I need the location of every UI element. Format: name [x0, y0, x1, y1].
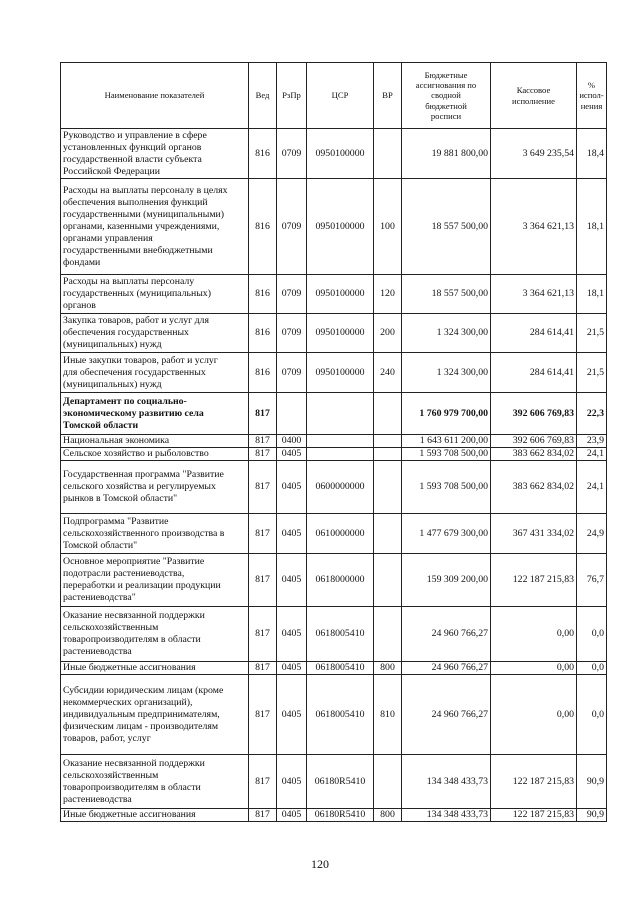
- cell-name: Государственная программа "Развитие сельского хозяйства и регулируемых рынков в Томской области": [61, 461, 249, 514]
- cell-rzpr: 0405: [277, 675, 307, 755]
- cell-ved: 817: [249, 448, 277, 461]
- cell-ved: 817: [249, 607, 277, 662]
- cell-rzpr: 0709: [277, 275, 307, 314]
- table-row: [61, 393, 607, 435]
- cell-cash: 383 662 834,02: [491, 448, 577, 461]
- cell-pct: 23,9: [577, 435, 607, 448]
- header-rzpr: РзПр: [277, 63, 307, 129]
- cell-rzpr: 0405: [277, 448, 307, 461]
- cell-ved: 817: [249, 662, 277, 675]
- cell-vr: [374, 393, 402, 435]
- cell-cash: 0,00: [491, 607, 577, 662]
- cell-cash: 122 187 215,83: [491, 809, 577, 822]
- cell-pct: 24,9: [577, 514, 607, 554]
- cell-pct: 0,0: [577, 662, 607, 675]
- cell-name: Департамент по социально- экономическому развитию села Томской области: [61, 393, 249, 435]
- cell-pct: 90,9: [577, 809, 607, 822]
- table-row: [61, 314, 607, 353]
- cell-rzpr: 0405: [277, 662, 307, 675]
- cell-rzpr: 0709: [277, 353, 307, 393]
- header-cash: Кассовое исполнение: [491, 63, 577, 129]
- cell-pct: 90,9: [577, 755, 607, 809]
- cell-pct: 76,7: [577, 554, 607, 607]
- cell-name: Закупка товаров, работ и услуг для обеспечения государственных (муниципальных) нужд: [61, 314, 249, 353]
- cell-cash: 0,00: [491, 675, 577, 755]
- header-ved: Вед: [249, 63, 277, 129]
- cell-csr: 0618000000: [307, 554, 374, 607]
- cell-budget: 1 324 300,00: [402, 353, 491, 393]
- table-row: [61, 755, 607, 809]
- cell-csr: 0600000000: [307, 461, 374, 514]
- cell-budget: 1 643 611 200,00: [402, 435, 491, 448]
- cell-rzpr: 0709: [277, 179, 307, 275]
- header-row: [61, 63, 607, 129]
- cell-cash: 392 606 769,83: [491, 435, 577, 448]
- cell-budget: 24 960 766,27: [402, 607, 491, 662]
- cell-csr: [307, 435, 374, 448]
- cell-name: Иные бюджетные ассигнования: [61, 662, 249, 675]
- cell-csr: 0950100000: [307, 275, 374, 314]
- cell-budget: 24 960 766,27: [402, 662, 491, 675]
- cell-rzpr: 0405: [277, 809, 307, 822]
- cell-ved: 816: [249, 353, 277, 393]
- cell-vr: 200: [374, 314, 402, 353]
- table-row: [61, 662, 607, 675]
- cell-ved: 816: [249, 179, 277, 275]
- cell-cash: 0,00: [491, 662, 577, 675]
- cell-name: Подпрограмма "Развитие сельскохозяйственного производства в Томской области": [61, 514, 249, 554]
- cell-cash: 3 364 621,13: [491, 275, 577, 314]
- cell-vr: [374, 755, 402, 809]
- cell-vr: [374, 554, 402, 607]
- cell-csr: 0618005410: [307, 675, 374, 755]
- cell-name: Руководство и управление в сфере установленных функций органов государственной власти субъекта Российской Федерации: [61, 129, 249, 179]
- cell-name: Национальная экономика: [61, 435, 249, 448]
- cell-pct: 18,1: [577, 179, 607, 275]
- table-row: [61, 809, 607, 822]
- cell-name: Расходы на выплаты персоналу в целях обеспечения выполнения функций государственными (муниципальными) органами, казенными учреждениями, органами управления государственными внебюджетными фондами: [61, 179, 249, 275]
- table-row: [61, 461, 607, 514]
- table-header: [61, 63, 607, 129]
- cell-rzpr: [277, 393, 307, 435]
- table-row: [61, 514, 607, 554]
- cell-vr: [374, 514, 402, 554]
- cell-name: Иные бюджетные ассигнования: [61, 809, 249, 822]
- cell-ved: 817: [249, 755, 277, 809]
- cell-vr: 800: [374, 809, 402, 822]
- header-name: Наименование показателей: [61, 63, 249, 129]
- cell-budget: 1 477 679 300,00: [402, 514, 491, 554]
- cell-budget: 1 760 979 700,00: [402, 393, 491, 435]
- cell-ved: 817: [249, 435, 277, 448]
- cell-name: Иные закупки товаров, работ и услуг для обеспечения государственных (муниципальных) нужд: [61, 353, 249, 393]
- cell-vr: 800: [374, 662, 402, 675]
- cell-name: Субсидии юридическим лицам (кроме некоммерческих организаций), индивидуальным предпринимателям, физическим лицам - производителям товаров, работ, услуг: [61, 675, 249, 755]
- table-row: [61, 179, 607, 275]
- cell-rzpr: 0405: [277, 554, 307, 607]
- cell-budget: 18 557 500,00: [402, 179, 491, 275]
- cell-csr: 0618005410: [307, 662, 374, 675]
- cell-pct: 18,1: [577, 275, 607, 314]
- cell-csr: 0610000000: [307, 514, 374, 554]
- cell-pct: 21,5: [577, 353, 607, 393]
- cell-cash: 383 662 834,02: [491, 461, 577, 514]
- cell-csr: [307, 393, 374, 435]
- cell-cash: 3 364 621,13: [491, 179, 577, 275]
- cell-ved: 816: [249, 314, 277, 353]
- cell-ved: 817: [249, 675, 277, 755]
- cell-csr: 06180R5410: [307, 755, 374, 809]
- cell-pct: 0,0: [577, 675, 607, 755]
- cell-vr: [374, 448, 402, 461]
- cell-pct: 21,5: [577, 314, 607, 353]
- header-vr: ВР: [374, 63, 402, 129]
- cell-cash: 284 614,41: [491, 353, 577, 393]
- cell-ved: 817: [249, 554, 277, 607]
- cell-pct: 0,0: [577, 607, 607, 662]
- cell-rzpr: 0405: [277, 461, 307, 514]
- cell-rzpr: 0405: [277, 755, 307, 809]
- cell-csr: [307, 448, 374, 461]
- cell-vr: [374, 435, 402, 448]
- cell-budget: 1 324 300,00: [402, 314, 491, 353]
- cell-ved: 816: [249, 129, 277, 179]
- cell-rzpr: 0709: [277, 129, 307, 179]
- cell-name: Основное мероприятие "Развитие подотрасли растениеводства, переработки и реализации продукции растениеводства": [61, 554, 249, 607]
- table-row: [61, 554, 607, 607]
- cell-pct: 22,3: [577, 393, 607, 435]
- cell-csr: 0950100000: [307, 179, 374, 275]
- cell-pct: 24,1: [577, 461, 607, 514]
- table-row: [61, 275, 607, 314]
- cell-vr: 120: [374, 275, 402, 314]
- cell-ved: 817: [249, 393, 277, 435]
- budget-execution-table: [60, 62, 607, 822]
- cell-budget: 159 309 200,00: [402, 554, 491, 607]
- cell-vr: 240: [374, 353, 402, 393]
- cell-csr: 06180R5410: [307, 809, 374, 822]
- cell-rzpr: 0405: [277, 514, 307, 554]
- cell-vr: [374, 461, 402, 514]
- header-budget: Бюджетные ассигнования по сводной бюджетной росписи: [402, 63, 491, 129]
- page-number: 120: [311, 857, 329, 871]
- cell-csr: 0950100000: [307, 314, 374, 353]
- header-csr: ЦСР: [307, 63, 374, 129]
- cell-cash: 122 187 215,83: [491, 554, 577, 607]
- cell-rzpr: 0405: [277, 607, 307, 662]
- cell-cash: 3 649 235,54: [491, 129, 577, 179]
- cell-name: Сельское хозяйство и рыболовство: [61, 448, 249, 461]
- table-row: [61, 353, 607, 393]
- cell-rzpr: 0709: [277, 314, 307, 353]
- cell-budget: 1 593 708 500,00: [402, 461, 491, 514]
- cell-csr: 0950100000: [307, 129, 374, 179]
- cell-budget: 1 593 708 500,00: [402, 448, 491, 461]
- cell-ved: 817: [249, 809, 277, 822]
- cell-budget: 24 960 766,27: [402, 675, 491, 755]
- cell-pct: 18,4: [577, 129, 607, 179]
- cell-ved: 817: [249, 461, 277, 514]
- cell-budget: 134 348 433,73: [402, 809, 491, 822]
- cell-csr: 0950100000: [307, 353, 374, 393]
- cell-vr: 810: [374, 675, 402, 755]
- cell-csr: 0618005410: [307, 607, 374, 662]
- cell-cash: 392 606 769,83: [491, 393, 577, 435]
- cell-name: Оказание несвязанной поддержки сельскохозяйственным товаропроизводителям в области растениеводства: [61, 755, 249, 809]
- table-row: [61, 675, 607, 755]
- cell-cash: 284 614,41: [491, 314, 577, 353]
- cell-budget: 134 348 433,73: [402, 755, 491, 809]
- cell-name: Оказание несвязанной поддержки сельскохозяйственным товаропроизводителям в области растениеводства: [61, 607, 249, 662]
- cell-pct: 24,1: [577, 448, 607, 461]
- cell-cash: 122 187 215,83: [491, 755, 577, 809]
- cell-ved: 816: [249, 275, 277, 314]
- cell-budget: 19 881 800,00: [402, 129, 491, 179]
- table-row: [61, 129, 607, 179]
- cell-vr: [374, 129, 402, 179]
- table-row: [61, 607, 607, 662]
- cell-rzpr: 0400: [277, 435, 307, 448]
- cell-vr: 100: [374, 179, 402, 275]
- cell-name: Расходы на выплаты персоналу государственных (муниципальных) органов: [61, 275, 249, 314]
- table-body: [61, 129, 607, 822]
- cell-vr: [374, 607, 402, 662]
- header-pct: % испол- нения: [577, 63, 607, 129]
- table-row: [61, 435, 607, 448]
- cell-cash: 367 431 334,02: [491, 514, 577, 554]
- cell-ved: 817: [249, 514, 277, 554]
- table-row: [61, 448, 607, 461]
- cell-budget: 18 557 500,00: [402, 275, 491, 314]
